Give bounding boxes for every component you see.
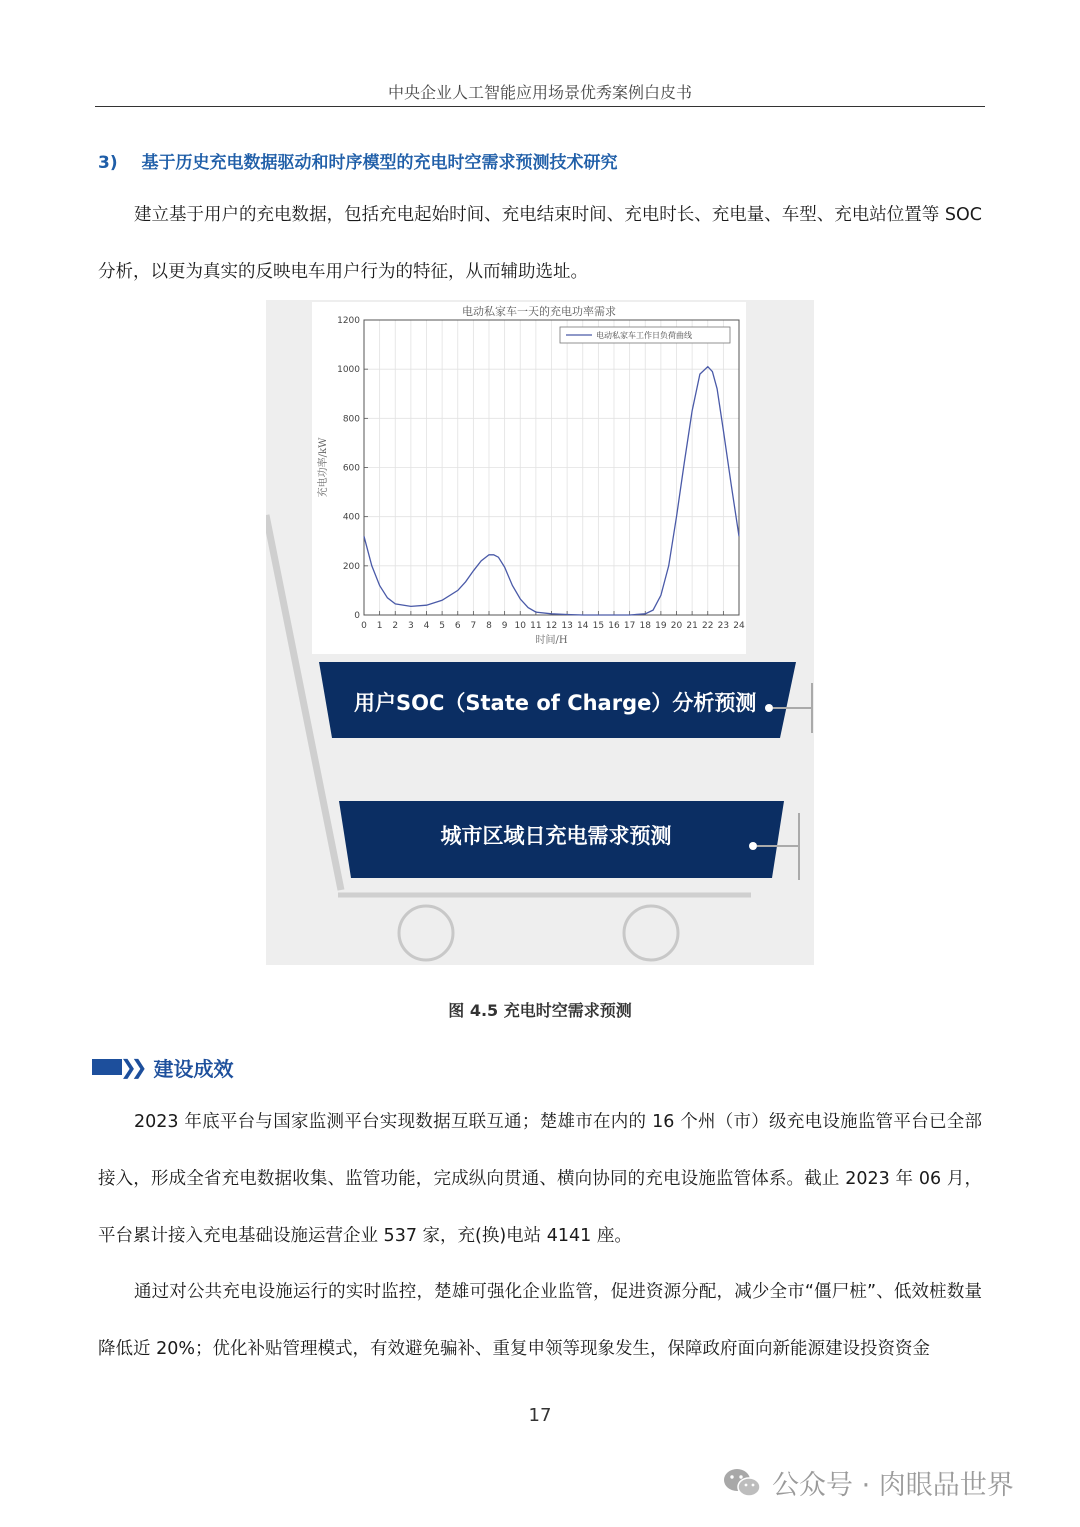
y-tick-label: 400 [342,512,360,523]
x-tick-label: 2 [392,621,399,631]
wechat-icon [722,1467,762,1499]
paragraph-soc: 建立基于用户的充电数据，包括充电起始时间、充电结束时间、充电时长、充电量、车型、充电站位置等 SOC 分析，以更为真实的反映电车用户行为的特征，从而辅助选址。 [98,205,982,282]
section-heading [98,148,618,173]
watermark [722,1463,1014,1502]
y-tick-label: 1000 [337,365,360,376]
x-tick-label: 6 [454,621,461,631]
x-tick-label: 14 [577,621,589,631]
x-tick-label: 4 [423,621,430,631]
page-number: 17 [528,1405,552,1426]
cart-wheel-left [399,906,453,960]
figure-svg [266,300,814,965]
banner-soc-dot [765,704,773,712]
x-tick-label: 13 [561,621,573,631]
x-tick-label: 19 [655,621,667,631]
x-tick-label: 24 [733,621,745,631]
section-number: 3) [98,153,118,173]
y-tick-label: 800 [342,414,360,425]
watermark-text: 公众号 · 肉眼品世界 [772,1470,1014,1501]
cart-wheel-right [624,906,678,960]
x-tick-label: 11 [530,621,542,631]
header-title: 中央企业人工智能应用场景优秀案例白皮书 [387,83,692,102]
x-tick-label: 9 [501,621,508,631]
banner-city-text: 城市区域日充电需求预测 [440,824,672,848]
y-tick-label: 0 [354,611,360,621]
x-tick-label: 7 [470,621,477,631]
figure-caption: 图 4.5 充电时空需求预测 [448,1001,632,1020]
sub-heading [92,1052,234,1082]
header-rule [95,106,985,107]
banner-soc-text: 用户SOC（State of Charge）分析预测 [354,691,757,715]
heading-bar-icon [92,1059,122,1075]
legend-entry: 电动私家车工作日负荷曲线 [596,331,692,340]
chart-panel [312,302,746,654]
sub-heading-label: 建设成效 [153,1056,234,1081]
x-tick-label: 3 [408,621,414,631]
x-axis-label: 时间/H [535,635,568,646]
paragraph-monitoring: 通过对公共充电设施运行的实时监控，楚雄可强化企业监管，促进资源分配，减少全市“僵尸桩”、低效桩数量降低近 20%；优化补贴管理模式，有效避免骗补、重复申领等现象发生，保障政府面向新能源建设投资资金 [98,1282,982,1359]
banner-city-dot [749,842,757,850]
x-tick-label: 17 [623,621,636,631]
x-tick-label: 18 [639,621,651,631]
figure-charging-prediction [266,300,814,965]
x-tick-label: 23 [717,621,730,631]
double-chevron-icon: ❯❯ [120,1055,142,1079]
x-tick-label: 5 [439,621,445,631]
x-tick-label: 10 [514,621,526,631]
y-tick-label: 600 [342,463,360,474]
x-tick-label: 16 [608,621,620,631]
x-tick-label: 21 [686,621,698,631]
x-tick-label: 22 [702,621,714,631]
x-tick-label: 20 [670,621,683,631]
section-title: 基于历史充电数据驱动和时序模型的充电时空需求预测技术研究 [141,153,618,173]
y-axis-label: 充电功率/kW [318,437,329,498]
paragraph-results: 2023 年底平台与国家监测平台实现数据互联互通；楚雄市在内的 16 个州（市）级充电设施监管平台已全部接入，形成全省充电数据收集、监管功能，完成纵向贯通、横向协同的充电设施监管体系。截止 2023 年 06 月，平台累计接入充电基础设施运营企业 537 家，充(换)电站 4141 座。 [98,1112,982,1246]
x-tick-label: 1 [376,621,383,631]
chart-title: 电动私家车一天的充电功率需求 [462,305,616,318]
x-tick-label: 8 [486,621,492,631]
y-tick-label: 1200 [337,316,360,326]
y-tick-label: 200 [342,561,360,572]
x-tick-label: 12 [545,621,558,631]
x-tick-label: 15 [592,621,605,631]
x-tick-label: 0 [361,621,367,631]
